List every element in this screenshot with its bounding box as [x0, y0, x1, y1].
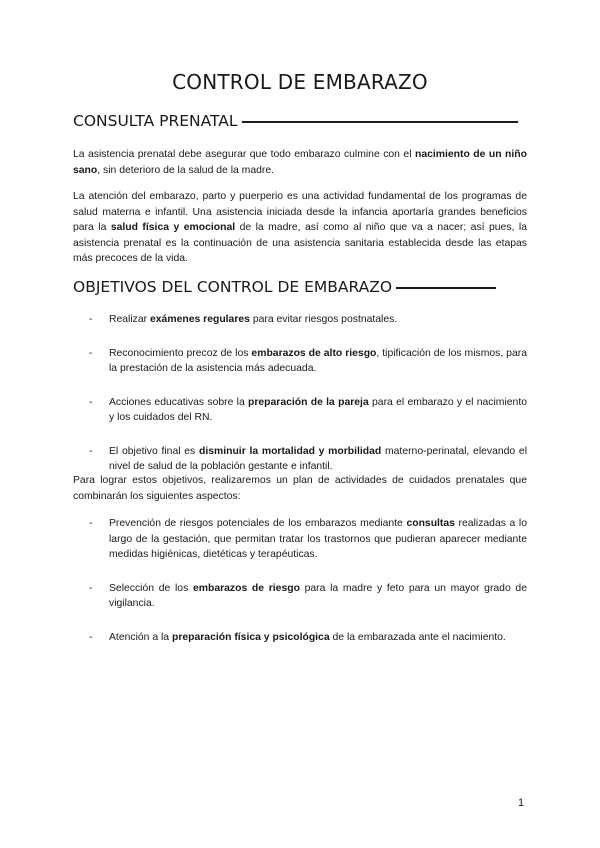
bold-run: preparación de la pareja: [248, 396, 369, 408]
text-run: Prevención de riesgos potenciales de los embarazos mediante: [109, 518, 407, 529]
objectives-list: [73, 312, 527, 493]
section-heading-objetivos: [73, 278, 496, 296]
aspects-list: [73, 516, 527, 663]
section-heading-text: OBJETIVOS DEL CONTROL DE EMBARAZO: [73, 278, 393, 296]
bold-run: embarazos de alto riesgo: [251, 347, 377, 359]
bold-run: nacimiento de un niño sano: [73, 149, 527, 176]
bold-run: exámenes regulares: [150, 314, 250, 325]
paragraph-plan-intro: Para lograr estos objetivos, realizaremos un plan de actividades de cuidados prenatales que combinarán los siguientes aspectos:: [73, 475, 527, 502]
section-heading-consulta-prenatal: [73, 112, 518, 130]
text-run: La atención del embarazo, parto y puerperio es una actividad fundamental de los programas de salud materna e infantil. Una asistencia iniciada desde la infancia aportaría grandes beneficios para la: [73, 191, 527, 233]
bold-run: salud física y emocional: [110, 222, 236, 233]
text-run: , sin deterioro de la salud de la madre.: [97, 164, 275, 176]
list-item: [73, 630, 527, 646]
list-item: [73, 444, 527, 475]
list-item: [73, 395, 527, 426]
section-heading-text: CONSULTA PRENATAL: [73, 112, 238, 130]
text-run: de la embarazada ante el nacimiento.: [329, 631, 506, 643]
bold-run: preparación física y psicológica: [171, 631, 330, 643]
text-run: , tipificación de los mismos, para la prestación de la asistencia más adecuada.: [109, 347, 527, 374]
list-item: [73, 581, 527, 612]
text-run: Realizar: [109, 314, 150, 325]
page-number: 1: [518, 797, 525, 809]
text-run: Reconocimiento precoz de los: [109, 347, 252, 359]
text-run: Selección de los: [109, 582, 193, 594]
bold-run: disminuir la mortalidad y morbilidad: [198, 445, 382, 457]
bold-run: embarazos de riesgo: [192, 582, 300, 594]
document-title: CONTROL DE EMBARAZO: [172, 70, 428, 94]
text-run: de la madre, así como al niño que va a nacer; así pues, la asistencia prenatal es la continuación de una asistencia sanitaria establecida desde las etapas más precoces de la vida.: [73, 222, 527, 264]
list-item: [73, 312, 527, 328]
text-run: El objetivo final es: [109, 445, 199, 457]
paragraph-prenatal-2: [73, 189, 527, 267]
text-run: Acciones educativas sobre la: [109, 396, 249, 408]
heading-rule: [242, 121, 518, 123]
text-run: para evitar riesgos postnatales.: [249, 314, 398, 325]
text-run: para la madre y feto para un mayor grado de vigilancia.: [109, 582, 527, 609]
text-run: materno-perinatal, elevando el nivel de salud de la población gestante e infantil.: [109, 445, 528, 472]
text-run: Atención a la: [109, 631, 172, 643]
text-run: realizadas a lo largo de la gestación, que permitan tratar los trastornos que pudieran aparecer mediante medidas higiénicas, dietéticas y terapéuticas.: [109, 518, 527, 560]
list-item: [73, 516, 527, 563]
paragraph-prenatal-1: [73, 147, 527, 178]
text-run: La asistencia prenatal debe asegurar que todo embarazo culmine con el: [73, 149, 415, 160]
heading-rule: [396, 287, 496, 289]
text-run: para el embarazo y el nacimiento y los cuidados del RN.: [109, 396, 527, 423]
bold-run: consultas: [406, 518, 455, 529]
list-item: [73, 346, 527, 377]
